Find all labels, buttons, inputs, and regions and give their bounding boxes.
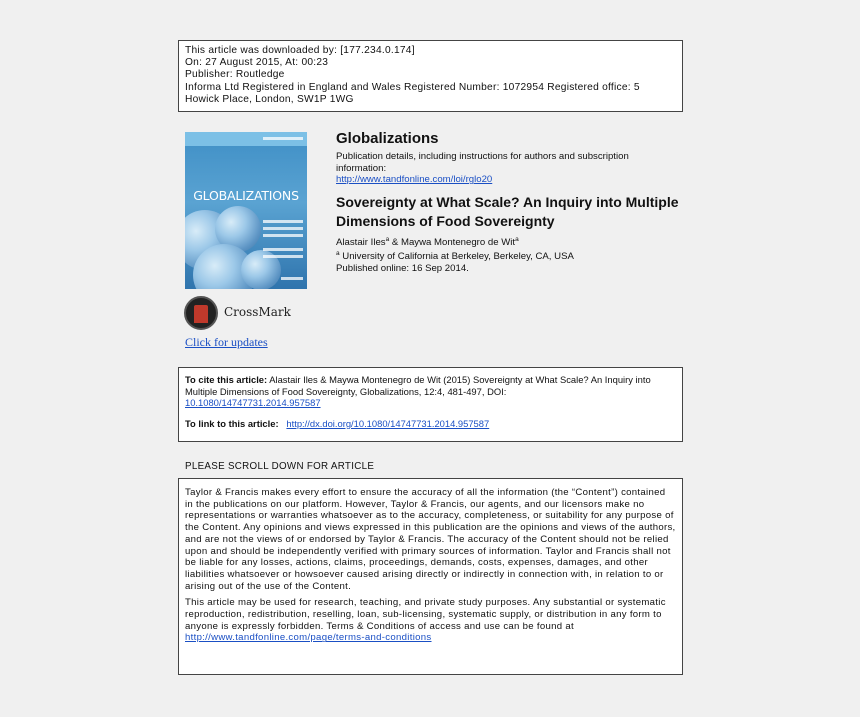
- cover-text-block: [263, 255, 303, 258]
- citation-box: [178, 367, 683, 442]
- registration-line: Informa Ltd Registered in England and Wales Registered Number: 1072954 Registered office: 5: [185, 81, 640, 93]
- link-paragraph: [185, 418, 676, 430]
- scroll-notice: PLEASE SCROLL DOWN FOR ARTICLE: [185, 461, 375, 472]
- download-date-line: On: 27 August 2015, At: 00:23: [185, 57, 329, 69]
- affiliation: [336, 251, 686, 263]
- crossmark-icon: [184, 296, 218, 330]
- usage-text: This article may be used for research, teaching, and private study purposes. Any substantial or systematic reproduction, redistribution, reselling, loan, sub-licensing, systematic supply, or distribution in any form to anyone is expressly forbidden. Terms & Conditions of access and use can be found at: [185, 597, 666, 632]
- affiliation-text: University of California at Berkeley, Berkeley, CA, USA: [339, 250, 574, 262]
- author-name: Maywa Montenegro de Wit: [400, 236, 516, 248]
- disclaimer-box: [178, 478, 683, 675]
- cite-text: Alastair Iles & Maywa Montenegro de Wit (2015) Sovereignty at What Scale? An Inquiry into Multiple Dimensions of Food Sovereignty, Globalizations, 12:4, 481-497, DOI:: [185, 374, 651, 397]
- crossmark-badge[interactable]: [184, 296, 294, 332]
- cover-text-block: [263, 220, 303, 223]
- terms-conditions-link[interactable]: http://www.tandfonline.com/page/terms-and-conditions: [185, 632, 432, 644]
- crossmark-bookmark-icon: [194, 305, 208, 323]
- cover-text-block: [263, 248, 303, 251]
- article-doi-url-link[interactable]: http://dx.doi.org/10.1080/14747731.2014.957587: [286, 417, 490, 429]
- publication-details-text: Publication details, including instructions for authors and subscription information:: [336, 151, 629, 174]
- publication-details: [336, 151, 676, 186]
- crossmark-label: CrossMark: [224, 305, 291, 319]
- publication-info: [336, 130, 686, 275]
- cover-title: GLOBALIZATIONS: [193, 188, 299, 203]
- publisher-line: Publisher: Routledge: [185, 69, 285, 81]
- journal-cover-image: [185, 132, 307, 289]
- author-affil-marker: a: [515, 235, 519, 243]
- cover-issue-info: [263, 137, 303, 140]
- doi-link[interactable]: 10.1080/14747731.2014.957587: [185, 397, 321, 409]
- disclaimer-paragraph: Taylor & Francis makes every effort to ensure the accuracy of all the information (the “Content”) contained in the publications on our platform. However, Taylor & Francis, our agents, and our licensors make no representations or warranties whatsoever as to the accuracy, completeness, or suitability for any purpose of the Content. Any opinions and views expressed in this publication are the opinions and views of the authors, and are not the views of or endorsed by Taylor & Francis. The accuracy of the Content should not be relied upon and should be independently verified with primary sources of information. Taylor and Francis shall not be liable for any losses, actions, claims, proceedings, demands, costs, expenses, damages, and other liabilities whatsoever or howsoever caused arising directly or indirectly in connection with, in relation to or arising out of the use of the Content.: [185, 487, 676, 592]
- authors: [336, 237, 686, 249]
- author-affil-marker: a: [385, 235, 390, 243]
- usage-paragraph: [185, 597, 676, 644]
- article-title: Sovereignty at What Scale? An Inquiry into Multiple Dimensions of Food Sovereignty: [336, 193, 679, 229]
- published-online-date: Published online: 16 Sep 2014.: [336, 262, 469, 274]
- journal-name: Globalizations: [336, 130, 439, 147]
- click-for-updates-link[interactable]: Click for updates: [185, 335, 268, 349]
- link-label: To link to this article:: [185, 417, 279, 429]
- cite-label: To cite this article:: [185, 374, 268, 385]
- download-info-box: [178, 40, 683, 112]
- cite-paragraph: [185, 374, 676, 409]
- author-separator: &: [389, 236, 401, 248]
- affiliation-marker: a: [336, 249, 340, 257]
- office-address-line: Howick Place, London, SW1P 1WG: [185, 93, 354, 105]
- cover-publisher-logo: [281, 277, 303, 280]
- cover-text-block: [263, 227, 303, 230]
- journal-url-link[interactable]: http://www.tandfonline.com/loi/rglo20: [336, 174, 493, 186]
- cover-text-block: [263, 234, 303, 237]
- author-name: Alastair Iles: [336, 236, 386, 248]
- download-ip-line: This article was downloaded by: [177.234.0.174]: [185, 45, 415, 56]
